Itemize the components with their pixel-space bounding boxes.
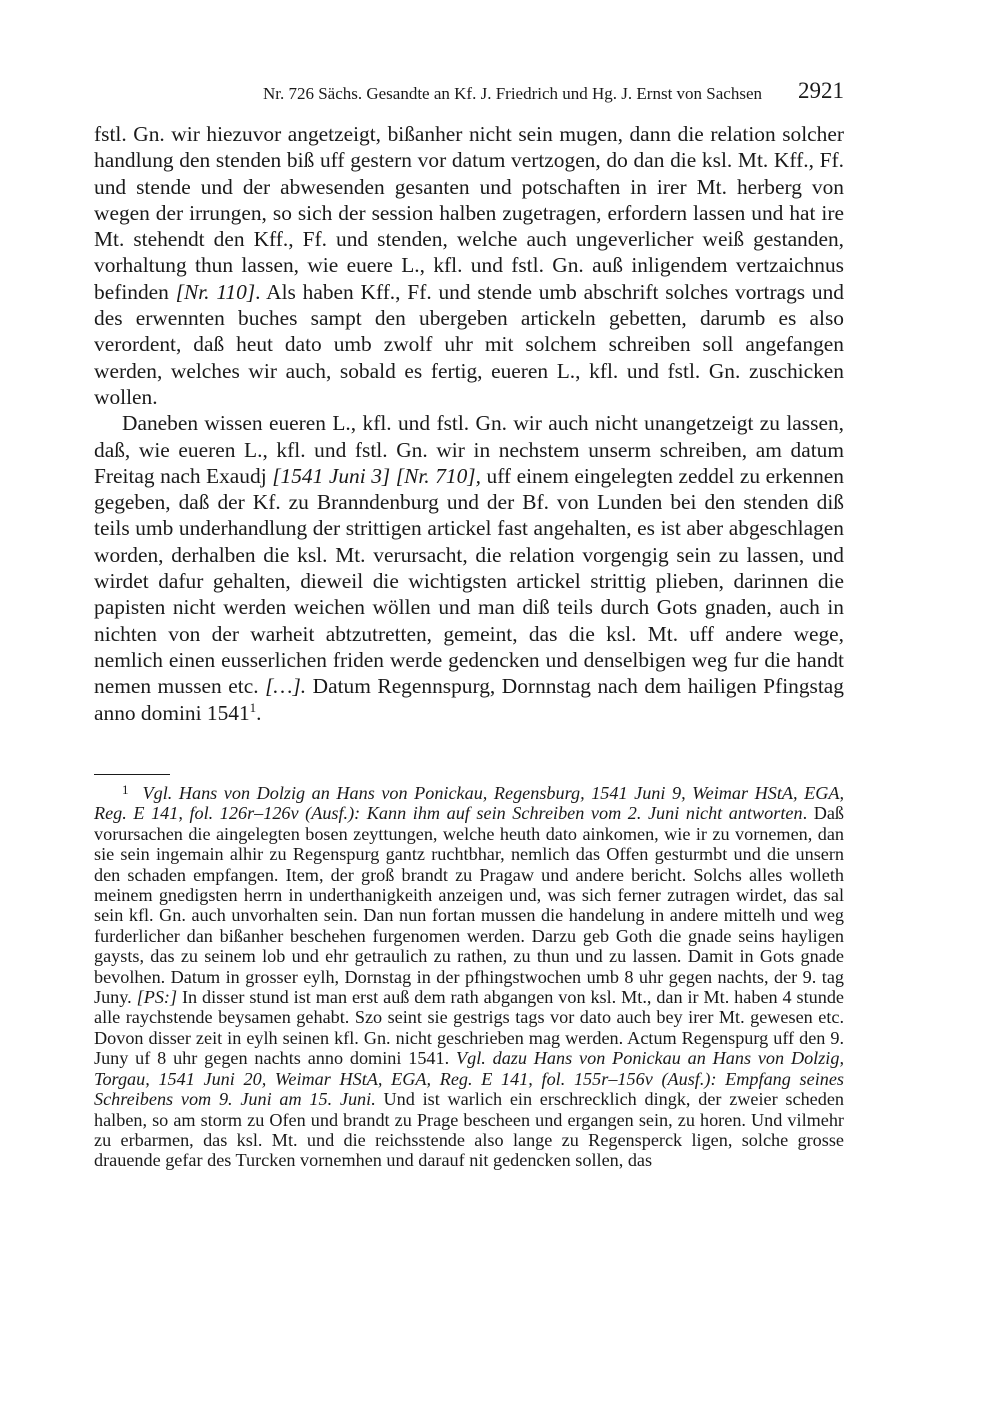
editorial-omission: […]. bbox=[265, 674, 307, 699]
text-run: fstl. Gn. wir hiezuvor angetzeigt, bißanher nicht sein mugen, dann die relation solcher handlung den stenden biß uff gestern vor datum vertzogen, do dan die ksl. Mt. Kff., Ff. und stende und der abwesenden gesanten und potschaften in irer Mt. herberg von wegen der irrungen, so sich der session halben zugetragen, erfordern lassen und hat ire Mt. stehendt den Kff., Ff. und stenden, welche auch ungeverlicher weiß gestanden, vorhaltung thun lassen, wie euere L., kfl. und fstl. Gn. auß inligendem vertzaichnus befinden bbox=[94, 122, 844, 304]
text-run: Datum Regennspurg, Dornnstag nach dem hailigen Pfingstag anno domini 1541 bbox=[94, 674, 844, 725]
editorial-note: Vgl. Hans von Dolzig an Hans von Ponickau, Regensburg, 1541 Juni 9, Weimar HStA, EGA, Reg. E 141, fol. 126r–126v (Ausf.): Kann ihm auf sein Schreiben vom 2. Juni nicht antworten bbox=[94, 783, 844, 824]
text-run: . bbox=[256, 700, 262, 725]
footnote-number: 1 bbox=[122, 782, 129, 797]
paragraph-1 bbox=[94, 121, 844, 410]
text-run: . Als haben Kff., Ff. und stende umb abschrift solches vortrags und des erwennten buches sampt den ubergeben artickeln gebetten, darumb es also verordent, daß heut dato umb zwolf uhr mit solchem schreiben soll angefangen werden, welches wir auch, sobald es fertig, eueren L., kfl. und fstl. Gn. zuschicken wollen. bbox=[94, 279, 844, 409]
editorial-note: Vgl. dazu Hans von Ponickau an Hans von Dolzig, Torgau, 1541 Juni 20, Weimar HStA, EGA, Reg. E 141, fol. 155r–156v (Ausf.): Empfang seines Schreibens vom 9. Juni am 15. Juni. bbox=[94, 1048, 844, 1110]
page-header bbox=[94, 78, 844, 110]
editorial-note: [PS:] bbox=[136, 987, 178, 1008]
running-title: Nr. 726 Sächs. Gesandte an Kf. J. Friedrich und Hg. J. Ernst von Sachsen bbox=[262, 84, 762, 103]
footnote-reference[interactable]: 1 bbox=[249, 699, 257, 715]
footnote-divider bbox=[94, 774, 170, 775]
editorial-reference: [1541 Juni 3] [Nr. 710], bbox=[272, 463, 481, 488]
footnote-1 bbox=[94, 780, 844, 1171]
text-run: In disser stund ist man erst auß dem rath abgangen von ksl. Mt., dan ir Mt. haben 4 stunde alle raychstende beysamen gehabt. Szo seint sie gestrigs tags vor dato auch bey irer Mt. gewesen etc. Dovon disser zeit in eylh seinen kfl. Gn. nicht geschrieben mag werden. Actum Regenspurg uff den 9. Juny uf 8 uhr gegen nachts anno domini 1541. bbox=[94, 987, 844, 1069]
main-text bbox=[94, 121, 844, 726]
page-number: 2921 bbox=[798, 78, 844, 103]
text-run: . Daß vorursachen die aingelegten bosen zeyttungen, welche heuth dato ainkomen, wie ir zu vornemen, dan sie sein ingemain alhir zu Regenspurg gantz ruchtbhar, nemlich das Offen gesturmbt und die unsern den schaden empfangen. Item, der groß brandt zu Pragaw und andere bericht. Solchs alles wolleth meinem gnedigsten herrn in underthanigkeith anzeigen und, was sich ferner zutragen wirdet, das sal sein kfl. Gn. auch unvorhalten sein. Dan nun fortan mussen die handelung in andere mittelh und weg furderlicher dan bißanher beschehen furgenomen werden. Darzu geb Goth die gnade seins hayligen gaysts, das zu seinem lob und ehr getraulich zu rathen, zu thun und zu lassen. Damit in Gots gnade bevolhen. Datum in grosser eylh, Dornstag in der pfhingstwochen umb 8 uhr gegen nachts, der 9. tag Juny. bbox=[94, 803, 844, 1008]
editorial-reference: [Nr. 110] bbox=[175, 279, 256, 304]
footnote-paragraph bbox=[94, 780, 844, 1171]
paragraph-2 bbox=[94, 410, 844, 726]
text-run: uff einem eingelegten zeddel zu erkennen gegeben, daß der Kf. zu Branndenburg und der Bf. von Lunden bei den stenden diß teils umb underhandlung der strittigen artickel fast angehalten, es ist aber abgeschlagen worden, derhalben die ksl. Mt. verursacht, die relation vorgengig sein zu lassen, und wirdet dafur gehalten, dieweil die wichtigsten artickel strittig plieben, darinnen die papisten nicht werden weichen wöllen und man diß teils durch Gots gnaden, auch in nichten von der warheit abtzutretten, gemeint, das die ksl. Mt. uff andere wege, nemlich einen eusserlichen friden werde gedencken und denselbigen weg fur die handt nemen mussen etc. bbox=[94, 463, 844, 699]
text-run: Und ist warlich ein erschrecklich dingk, der zweier scheden halben, so am storm zu Ofen und brandt zu Prage bescheen und ergangen sein, zu horen. Und vilmehr zu erbarmen, das ksl. Mt. und die reichsstende also lange zu Regensperck ligen, solche grosse drauende gefar des Turcken vornemhen und darauf nit gedencken sollen, das bbox=[94, 1089, 844, 1171]
text-run: Daneben wissen eueren L., kfl. und fstl. Gn. wir auch nicht unangetzeigt zu lassen, daß, wie eueren L., kfl. und fstl. Gn. wir in nechstem unserm schreiben, am datum Freitag nach Exaudj bbox=[94, 411, 844, 488]
